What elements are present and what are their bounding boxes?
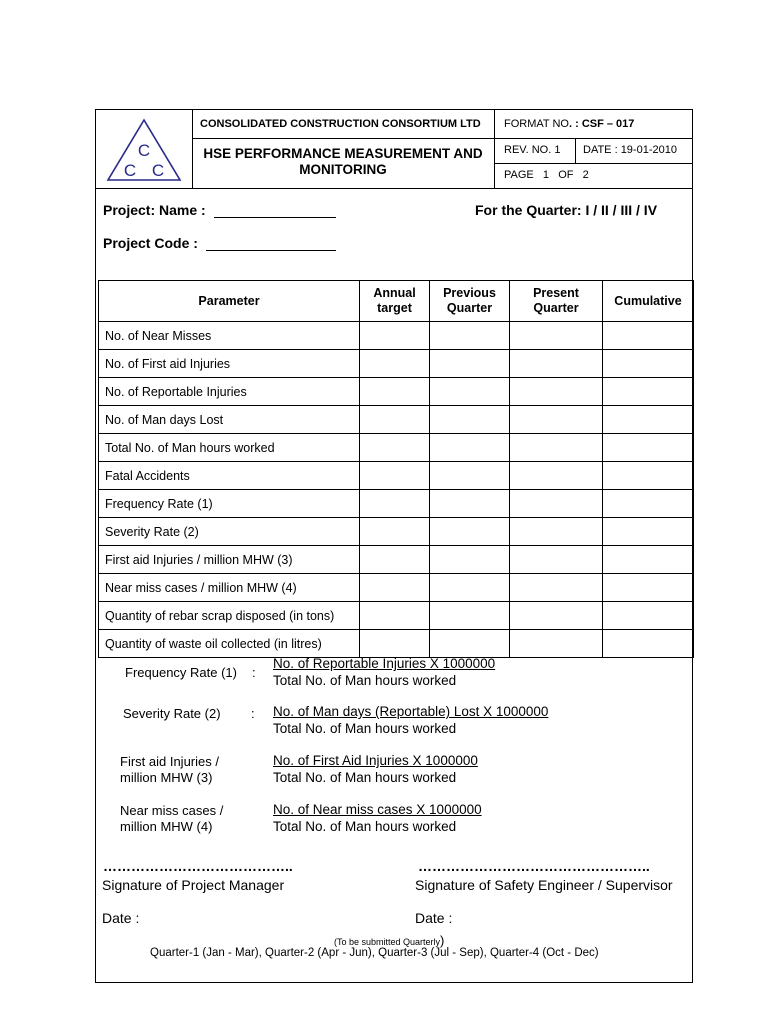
submission-note (334, 933, 444, 948)
table-row (99, 546, 694, 574)
formula-label-severity: Severity Rate (2) (123, 706, 221, 721)
revision-number: REV. NO. 1 (504, 144, 561, 156)
signature-label-engineer: Signature of Safety Engineer / Supervisor (415, 877, 673, 893)
cell-cumulative[interactable] (603, 490, 694, 518)
quarter-selector: For the Quarter: I / II / III / IV (475, 202, 658, 218)
logo-letter-right: C (151, 161, 165, 180)
cell-present[interactable] (510, 630, 603, 658)
row-label: Quantity of rebar scrap disposed (in tons) (99, 602, 360, 630)
cell-cumulative[interactable] (603, 602, 694, 630)
cell-previous[interactable] (430, 350, 510, 378)
project-code-field (103, 235, 336, 251)
row-label: Quantity of waste oil collected (in litres) (99, 630, 360, 658)
row-label: No. of Reportable Injuries (99, 378, 360, 406)
formula-label-frequency: Frequency Rate (1) (125, 665, 237, 680)
row-label: Near miss cases / million MHW (4) (99, 574, 360, 602)
cell-previous[interactable] (430, 546, 510, 574)
cell-cumulative[interactable] (603, 574, 694, 602)
table-row (99, 378, 694, 406)
logo-letter-left: C (123, 161, 137, 180)
form-date: DATE : 19-01-2010 (583, 144, 677, 156)
formula-label-first-aid-line2: million MHW (3) (120, 770, 213, 785)
formula-numerator-severity: No. of Man days (Reportable) Lost X 1000000 (273, 704, 549, 719)
formula-label-near-miss (120, 803, 223, 835)
table-row (99, 434, 694, 462)
formula-numerator-first-aid: No. of First Aid Injuries X 1000000 (273, 753, 478, 768)
formula-label-near-miss-line1: Near miss cases / (120, 803, 224, 818)
date-label-engineer: Date : (415, 910, 453, 926)
formula-colon-frequency: : (252, 665, 256, 680)
table-header-row (99, 281, 694, 322)
cell-present[interactable] (510, 574, 603, 602)
formula-label-first-aid (120, 754, 219, 786)
cell-present[interactable] (510, 434, 603, 462)
table-row (99, 322, 694, 350)
cell-present[interactable] (510, 518, 603, 546)
cell-present[interactable] (510, 406, 603, 434)
project-name-label: Project: Name : (103, 202, 206, 218)
row-label: Total No. of Man hours worked (99, 434, 360, 462)
cell-previous[interactable] (430, 406, 510, 434)
cell-annual[interactable] (360, 574, 430, 602)
document-title-line1: HSE PERFORMANCE MEASUREMENT AND (203, 146, 483, 161)
row-label: Severity Rate (2) (99, 518, 360, 546)
cell-previous[interactable] (430, 378, 510, 406)
cell-present[interactable] (510, 602, 603, 630)
row-label: No. of First aid Injuries (99, 350, 360, 378)
project-name-blank[interactable] (214, 203, 336, 218)
cell-present[interactable] (510, 546, 603, 574)
cell-annual[interactable] (360, 546, 430, 574)
table-row (99, 518, 694, 546)
table-row (99, 406, 694, 434)
date-label-manager: Date : (102, 910, 140, 926)
project-code-label: Project Code : (103, 235, 198, 251)
col-cumulative: Cumulative (603, 281, 694, 322)
document-title (192, 146, 494, 178)
table-row (99, 490, 694, 518)
signature-line-manager[interactable]: ………………………………….. (103, 858, 293, 874)
cell-annual[interactable] (360, 322, 430, 350)
formula-label-first-aid-line1: First aid Injuries / (120, 754, 219, 769)
formula-numerator-near-miss: No. of Near miss cases X 1000000 (273, 802, 482, 817)
cell-cumulative[interactable] (603, 350, 694, 378)
logo-letter-top: C (137, 141, 151, 160)
formula-denominator-first-aid: Total No. of Man hours worked (273, 770, 457, 785)
format-value: . : CSF – 017 (568, 118, 635, 130)
signature-label-manager: Signature of Project Manager (102, 877, 285, 893)
row-label: No. of Man days Lost (99, 406, 360, 434)
table-row (99, 574, 694, 602)
cell-previous[interactable] (430, 462, 510, 490)
formula-colon-severity: : (251, 706, 255, 721)
cell-cumulative[interactable] (603, 434, 694, 462)
row-label: Fatal Accidents (99, 462, 360, 490)
cell-present[interactable] (510, 378, 603, 406)
cell-annual[interactable] (360, 434, 430, 462)
company-name: CONSOLIDATED CONSTRUCTION CONSORTIUM LTD (200, 118, 481, 130)
cell-present[interactable] (510, 462, 603, 490)
cell-present[interactable] (510, 322, 603, 350)
cell-cumulative[interactable] (603, 406, 694, 434)
form-page (95, 109, 693, 983)
company-logo (104, 116, 184, 184)
cell-cumulative[interactable] (603, 518, 694, 546)
col-previous-quarter: Previous Quarter (430, 281, 510, 322)
page-number: PAGE 1 OF 2 (504, 169, 589, 181)
col-parameter: Parameter (99, 281, 360, 322)
cell-annual[interactable] (360, 518, 430, 546)
cell-annual[interactable] (360, 490, 430, 518)
row-label: No. of Near Misses (99, 322, 360, 350)
cell-annual[interactable] (360, 406, 430, 434)
formula-denominator-frequency: Total No. of Man hours worked (273, 673, 457, 688)
cell-present[interactable] (510, 490, 603, 518)
formula-label-near-miss-line2: million MHW (4) (120, 819, 213, 834)
cell-previous[interactable] (430, 630, 510, 658)
format-label: FORMAT NO (504, 118, 569, 130)
row-label: Frequency Rate (1) (99, 490, 360, 518)
formula-numerator-frequency: No. of Reportable Injuries X 1000000 (273, 656, 496, 671)
quarters-note: Quarter-1 (Jan - Mar), Quarter-2 (Apr - Jun), Quarter-3 (Jul - Sep), Quarter-4 (Oct - Dec) (150, 947, 599, 959)
table-row (99, 602, 694, 630)
submission-note-paren: ) (440, 933, 445, 948)
cell-cumulative[interactable] (603, 630, 694, 658)
formula-denominator-near-miss: Total No. of Man hours worked (273, 819, 457, 834)
format-number (504, 118, 634, 130)
cell-previous[interactable] (430, 574, 510, 602)
cell-previous[interactable] (430, 434, 510, 462)
cell-previous[interactable] (430, 490, 510, 518)
parameter-table (98, 280, 694, 658)
table-row (99, 630, 694, 658)
cell-cumulative[interactable] (603, 462, 694, 490)
cell-annual[interactable] (360, 462, 430, 490)
cell-previous[interactable] (430, 602, 510, 630)
cell-cumulative[interactable] (603, 322, 694, 350)
cell-previous[interactable] (430, 322, 510, 350)
col-present-quarter: Present Quarter (510, 281, 603, 322)
table-row (99, 350, 694, 378)
formula-denominator-severity: Total No. of Man hours worked (273, 721, 457, 736)
col-annual-target: Annual target (360, 281, 430, 322)
cell-annual[interactable] (360, 602, 430, 630)
cell-previous[interactable] (430, 518, 510, 546)
table-row (99, 462, 694, 490)
project-code-blank[interactable] (206, 236, 336, 251)
cell-annual[interactable] (360, 350, 430, 378)
cell-cumulative[interactable] (603, 546, 694, 574)
signature-line-engineer[interactable]: ………………………………………….. (418, 858, 650, 874)
document-title-line2: MONITORING (299, 162, 387, 177)
row-label: First aid Injuries / million MHW (3) (99, 546, 360, 574)
cell-annual[interactable] (360, 630, 430, 658)
form-header (96, 110, 692, 189)
project-name-field (103, 202, 336, 218)
submission-note-text: (To be submitted Quarterly (334, 937, 441, 947)
cell-annual[interactable] (360, 378, 430, 406)
cell-cumulative[interactable] (603, 378, 694, 406)
cell-present[interactable] (510, 350, 603, 378)
